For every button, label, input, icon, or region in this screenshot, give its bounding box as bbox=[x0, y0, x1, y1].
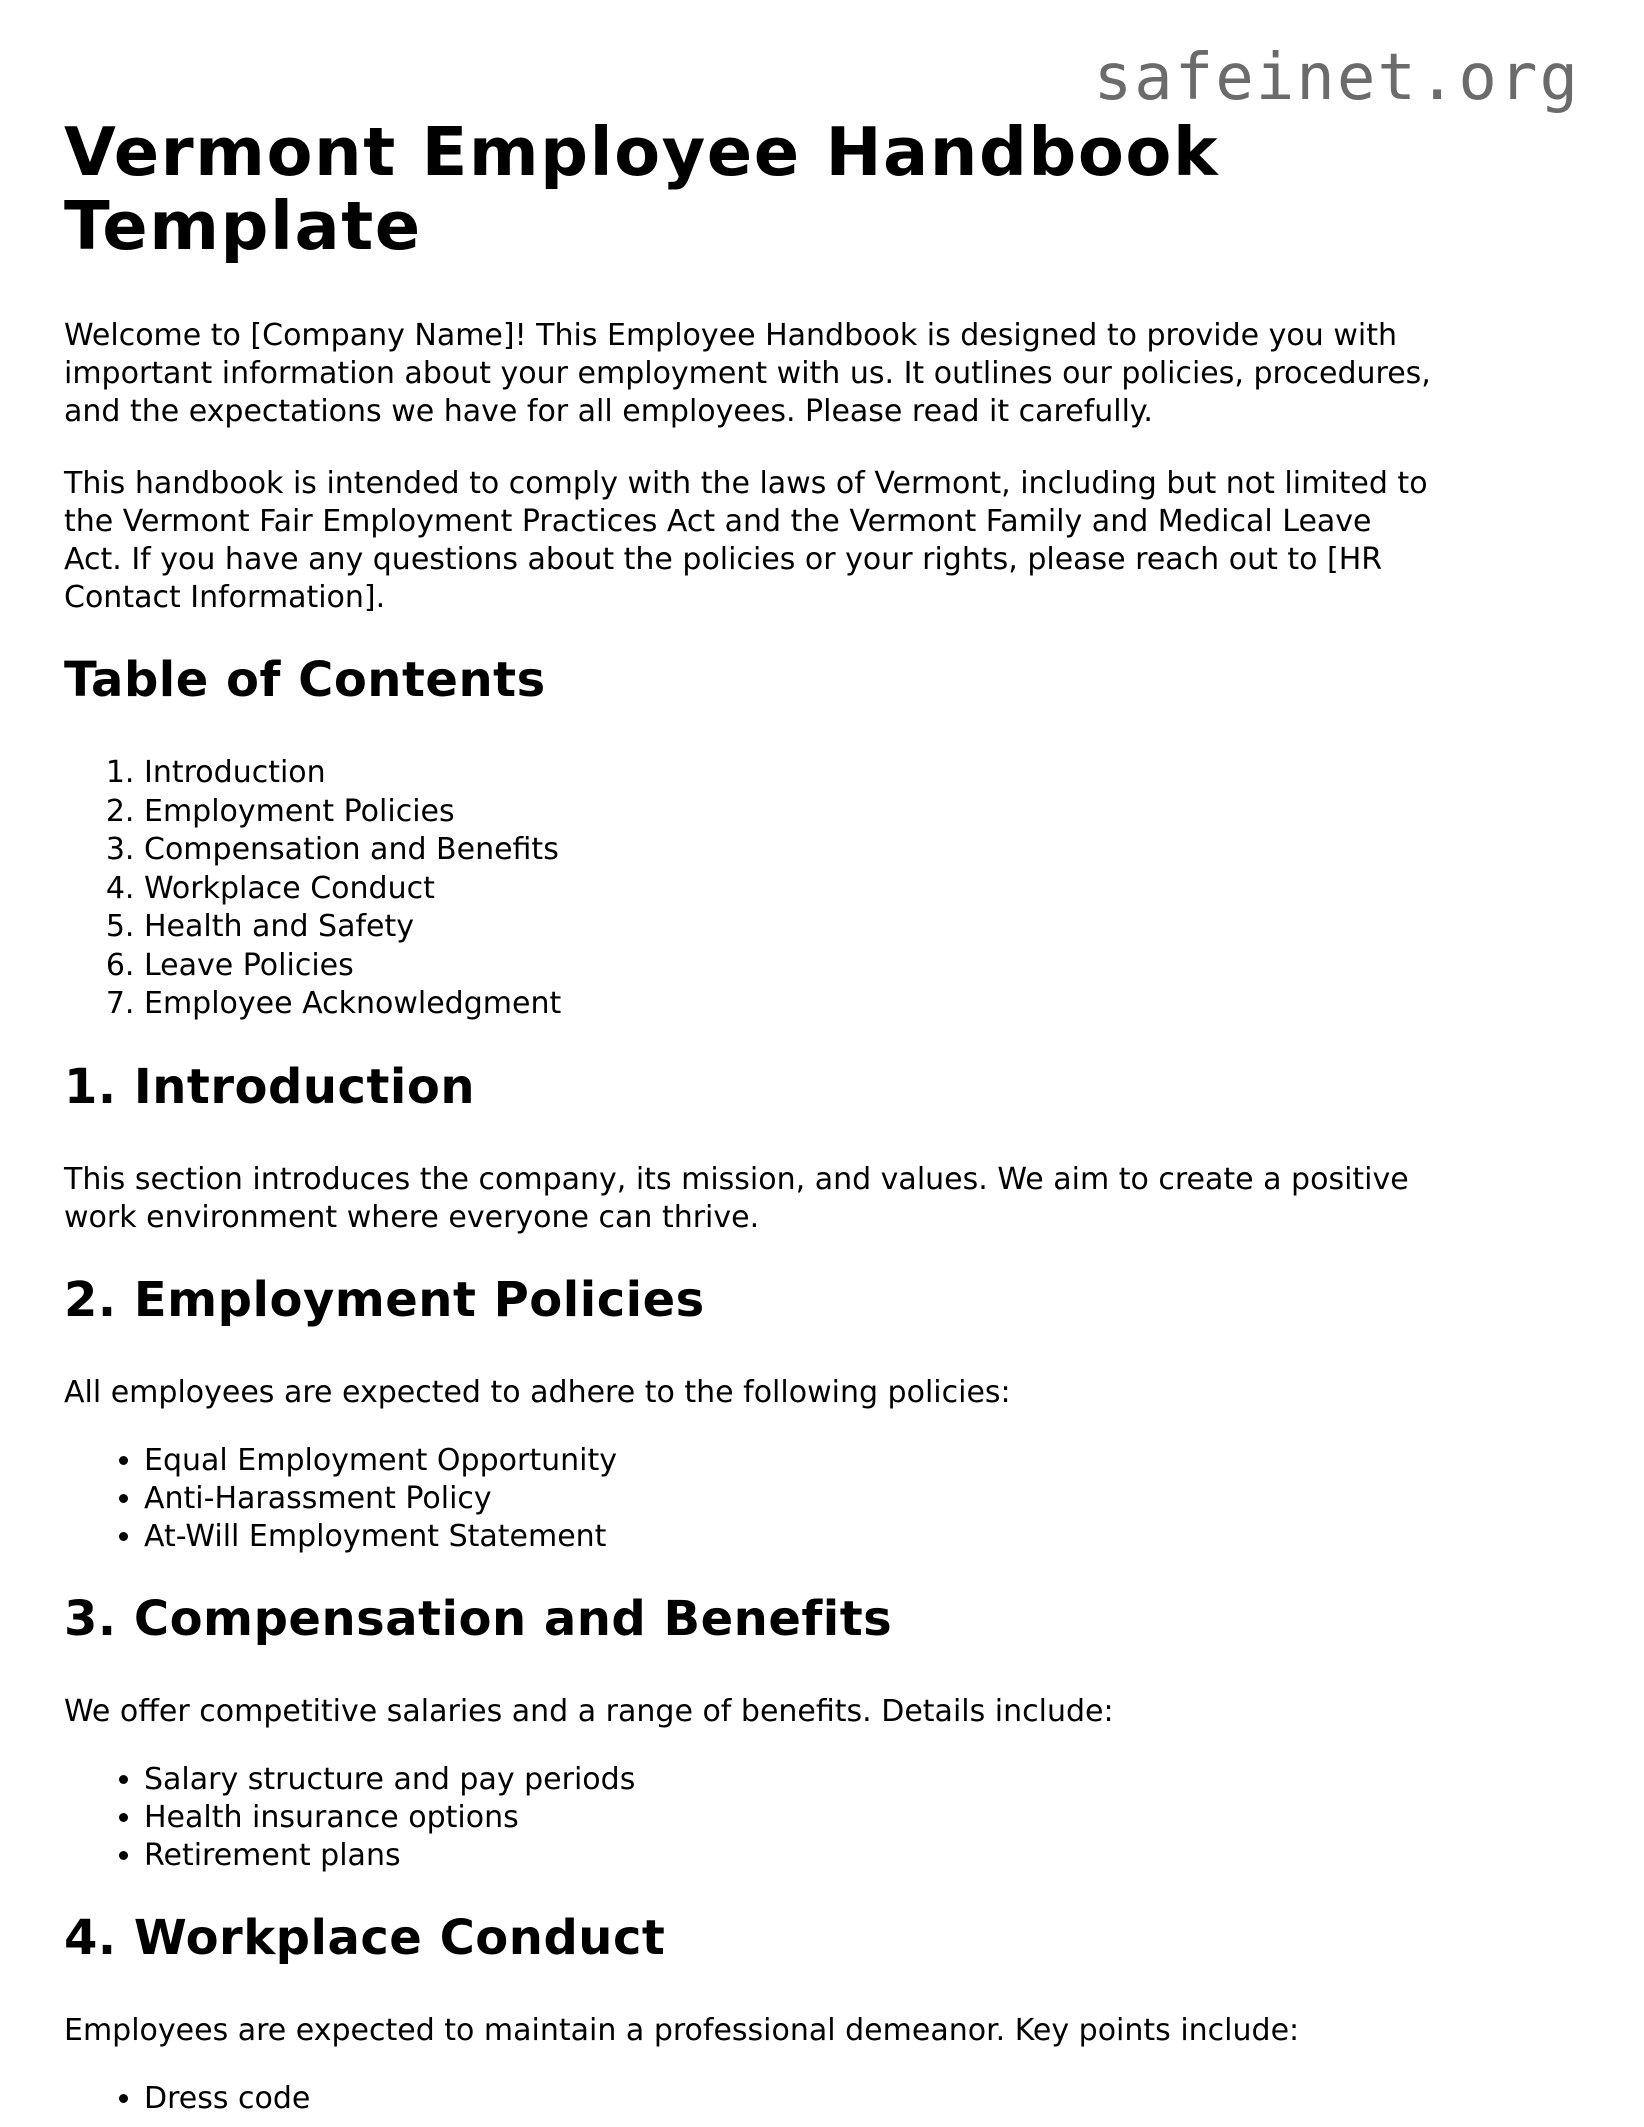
section-heading-employment-policies: 2. Employment Policies bbox=[64, 1271, 705, 1328]
page-title: Vermont Employee Handbook Template bbox=[64, 113, 1220, 265]
toc-item-health-and-safety: 5. Health and Safety bbox=[144, 908, 1580, 947]
section-paragraph-introduction: This section introduces the company, its mission, and values. We aim to create a positive work environment where everyone can thrive. bbox=[64, 1161, 1409, 1235]
site-domain-watermark: safeinet.org bbox=[1093, 41, 1580, 115]
section-heading-introduction: 1. Introduction bbox=[64, 1058, 475, 1115]
list-item-salary-structure: • Salary structure and pay periods bbox=[144, 1761, 1580, 1799]
toc-item-workplace-conduct: 4. Workplace Conduct bbox=[144, 870, 1580, 909]
toc-item-employment-policies: 2. Employment Policies bbox=[144, 793, 1580, 832]
toc-item-employee-acknowledgment: 7. Employee Acknowledgment bbox=[144, 985, 1580, 1024]
compensation-benefits-list bbox=[64, 1761, 1580, 1875]
list-item-at-will-employment-statement: • At-Will Employment Statement bbox=[144, 1518, 1580, 1556]
list-item-health-insurance: • Health insurance options bbox=[144, 1799, 1580, 1837]
toc-item-leave-policies: 6. Leave Policies bbox=[144, 947, 1580, 986]
intro-paragraph-welcome: Welcome to [Company Name]! This Employee Handbook is designed to provide you with important information about your employment with us. It outlines our policies, procedures, and the expectations we have for all employees. Please read it carefully. bbox=[64, 318, 1431, 429]
toc-list bbox=[64, 754, 1580, 1024]
toc-item-introduction: 1. Introduction bbox=[144, 754, 1580, 793]
toc-heading: Table of Contents bbox=[64, 652, 546, 708]
section-paragraph-compensation-and-benefits: We offer competitive salaries and a range of benefits. Details include: bbox=[64, 1693, 1114, 1729]
workplace-conduct-list bbox=[64, 2080, 1580, 2118]
section-paragraph-employment-policies: All employees are expected to adhere to the following policies: bbox=[64, 1374, 1011, 1410]
employment-policies-list bbox=[64, 1442, 1580, 1556]
toc-item-compensation-and-benefits: 3. Compensation and Benefits bbox=[144, 831, 1580, 870]
list-item-dress-code: • Dress code bbox=[144, 2080, 1580, 2118]
intro-paragraph-compliance: This handbook is intended to comply with the laws of Vermont, including but not limited to the Vermont Fair Employment Practices Act and the Vermont Family and Medical Leave Act. If you have any questions about the policies or your rights, please reach out to [HR Contact Information]. bbox=[64, 466, 1428, 615]
section-paragraph-workplace-conduct: Employees are expected to maintain a professional demeanor. Key points include: bbox=[64, 2012, 1300, 2048]
section-heading-workplace-conduct: 4. Workplace Conduct bbox=[64, 1909, 666, 1966]
list-item-retirement-plans: • Retirement plans bbox=[144, 1837, 1580, 1875]
section-heading-compensation-and-benefits: 3. Compensation and Benefits bbox=[64, 1590, 893, 1647]
list-item-anti-harassment-policy: • Anti-Harassment Policy bbox=[144, 1480, 1580, 1518]
list-item-equal-employment-opportunity: • Equal Employment Opportunity bbox=[144, 1442, 1580, 1480]
